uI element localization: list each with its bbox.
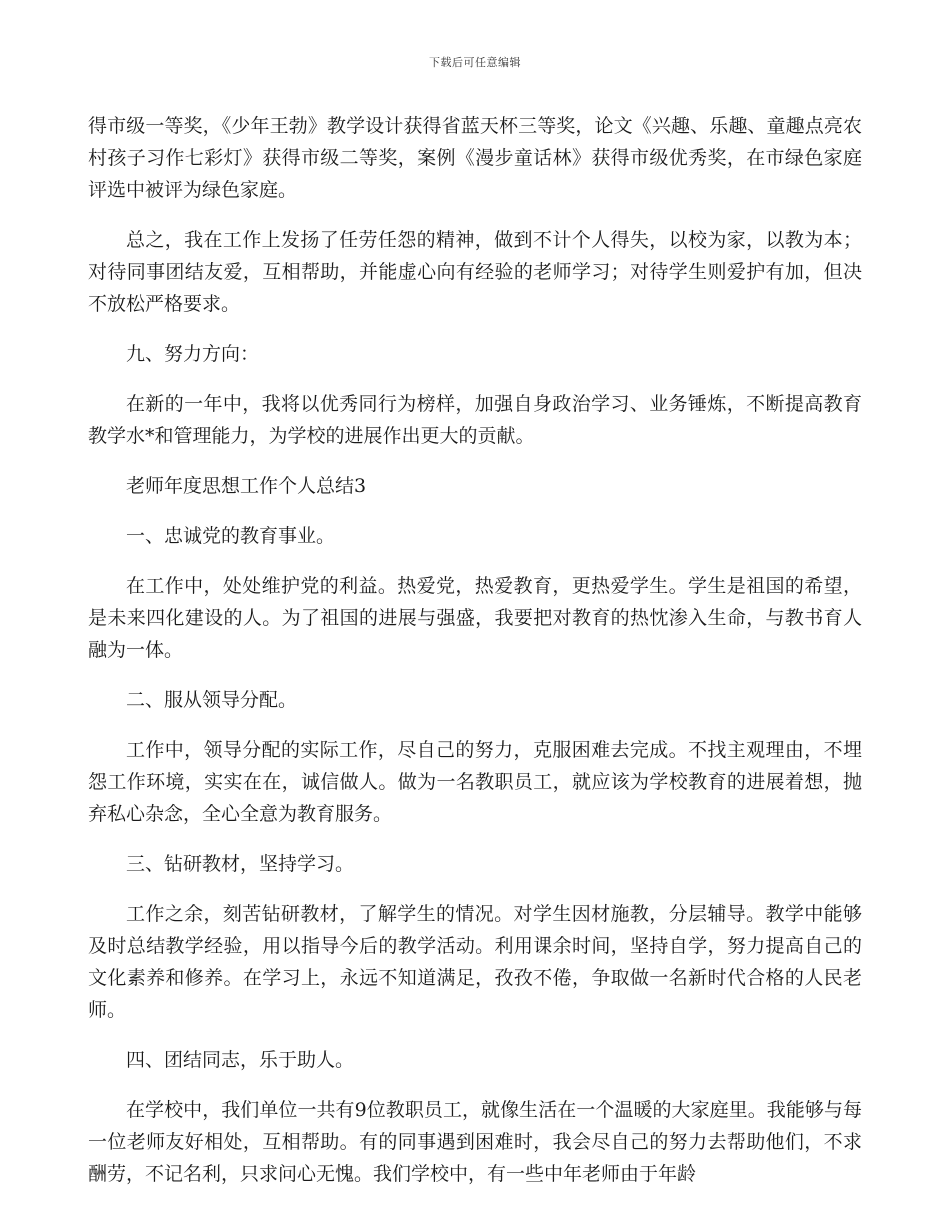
paragraph-summary: 总之，我在工作上发扬了任劳任怨的精神，做到不计个人得失，以校为家，以教为本；对待同事团结友爱，互相帮助，并能虚心向有经验的老师学习；对待学生则爱护有加，但决不放松严格要求。 — [88, 229, 862, 315]
paragraph-unity: 在学校中，我们单位一共有9位教职员工，就像生活在一个温暖的大家庭里。我能够与每一位老师友好相处，互相帮助。有的同事遇到困难时，我会尽自己的努力去帮助他们，不求酬劳，不记名利，只求问心无愧。我们学校中，有一些中年老师由于年龄 — [88, 1099, 862, 1185]
section-heading-study: 三、钻研教材，坚持学习。 — [126, 853, 355, 875]
page-header: 下载后可任意编辑 — [429, 56, 521, 69]
paragraph-obey: 工作中，领导分配的实际工作，尽自己的努力，克服困难去完成。不找主观理由，不埋怨工作环境，实实在在，诚信做人。做为一名教职员工，就应该为学校教育的进展着想，抛弃私心杂念，全心全意为教育服务。 — [88, 739, 862, 825]
paragraph-loyalty: 在工作中，处处维护党的利益。热爱党，热爱教育，更热爱学生。学生是祖国的希望，是未来四化建设的人。为了祖国的进展与强盛，我要把对教育的热忱渗入生命，与教书育人融为一体。 — [88, 575, 862, 661]
section-heading-loyalty: 一、忠诚党的教育事业。 — [126, 525, 336, 547]
paragraph-study: 工作之余，刻苦钻研教材，了解学生的情况。对学生因材施教，分层辅导。教学中能够及时总结教学经验，用以指导今后的教学活动。利用课余时间，坚持自学，努力提高自己的文化素养和修养。在学习上，永远不知道满足，孜孜不倦，争取做一名新时代合格的人民老师。 — [88, 903, 862, 1021]
section-heading-direction: 九、努力方向： — [126, 343, 260, 365]
paragraph-new-year: 在新的一年中，我将以优秀同行为榜样，加强自身政治学习、业务锤炼，不断提高教育教学水*和管理能力，为学校的进展作出更大的贡献。 — [88, 393, 862, 447]
article-title: 老师年度思想工作个人总结3 — [126, 475, 367, 497]
paragraph-awards: 得市级一等奖，《少年王勃》教学设计获得省蓝天杯三等奖，论文《兴趣、乐趣、童趣点亮农村孩子习作七彩灯》获得市级二等奖，案例《漫步童话林》获得市级优秀奖，在市绿色家庭评选中被评为绿色家庭。 — [88, 115, 862, 201]
document-body — [88, 110, 862, 1208]
section-heading-obey: 二、服从领导分配。 — [126, 689, 298, 711]
section-heading-unity: 四、团结同志，乐于助人。 — [126, 1049, 355, 1071]
